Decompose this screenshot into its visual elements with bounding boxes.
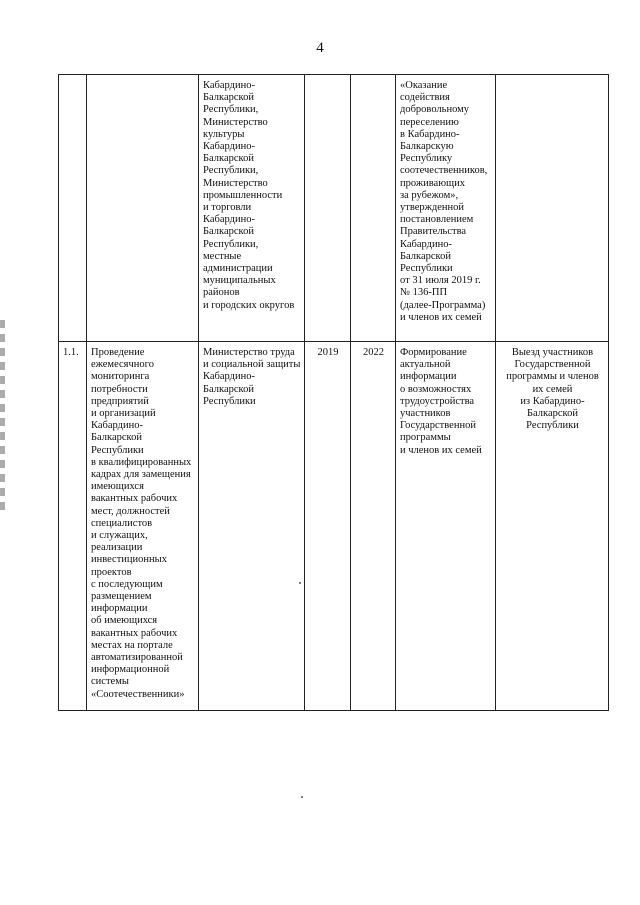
cell-year-start: 2019 (305, 342, 351, 711)
cell-note: Выезд участников Государственной программы и членов их семей из Кабардино- Балкарской Республики (496, 342, 609, 711)
scan-speck (301, 796, 303, 798)
page-number: 4 (316, 40, 324, 56)
scan-speck (299, 582, 301, 584)
cell-number (59, 75, 87, 342)
cell-year-start (305, 75, 351, 342)
cell-year-end: 2022 (351, 342, 396, 711)
cell-action (87, 75, 199, 342)
table-row (59, 342, 609, 711)
measures-table (58, 74, 609, 711)
cell-number: 1.1. (59, 342, 87, 711)
table-row (59, 75, 609, 342)
cell-action: Проведение ежемесячного мониторинга потребности предприятий и организаций Кабардино- Балкарской Республики в квалифицированных кадрах для замещения имеющихся вакантных рабочих мест, должностей специалистов и служащих, реализации инвестиционных проектов с последующим размещением информации об имеющихся вакантных рабочих местах на портале автоматизированной информационной системы «Соотечественники» (87, 342, 199, 711)
scan-margin-marks (0, 320, 5, 510)
cell-executors: Министерство труда и социальной защиты Кабардино- Балкарской Республики (199, 342, 305, 711)
cell-executors: Кабардино- Балкарской Республики, Министерство культуры Кабардино- Балкарской Республики, Министерство промышленности и торговли Кабардино- Балкарской Республики, местные администрации муниципальных районов и городских округов (199, 75, 305, 342)
cell-result: Формирование актуальной информации о возможностях трудоустройства участников Государственной программы и членов их семей (396, 342, 496, 711)
cell-year-end (351, 75, 396, 342)
cell-result: «Оказание содействия добровольному переселению в Кабардино- Балкарскую Республику соотечественников, проживающих за рубежом», утвержденной постановлением Правительства Кабардино- Балкарской Республики от 31 июля 2019 г. № 136-ПП (далее-Программа) и членов их семей (396, 75, 496, 342)
cell-note (496, 75, 609, 342)
